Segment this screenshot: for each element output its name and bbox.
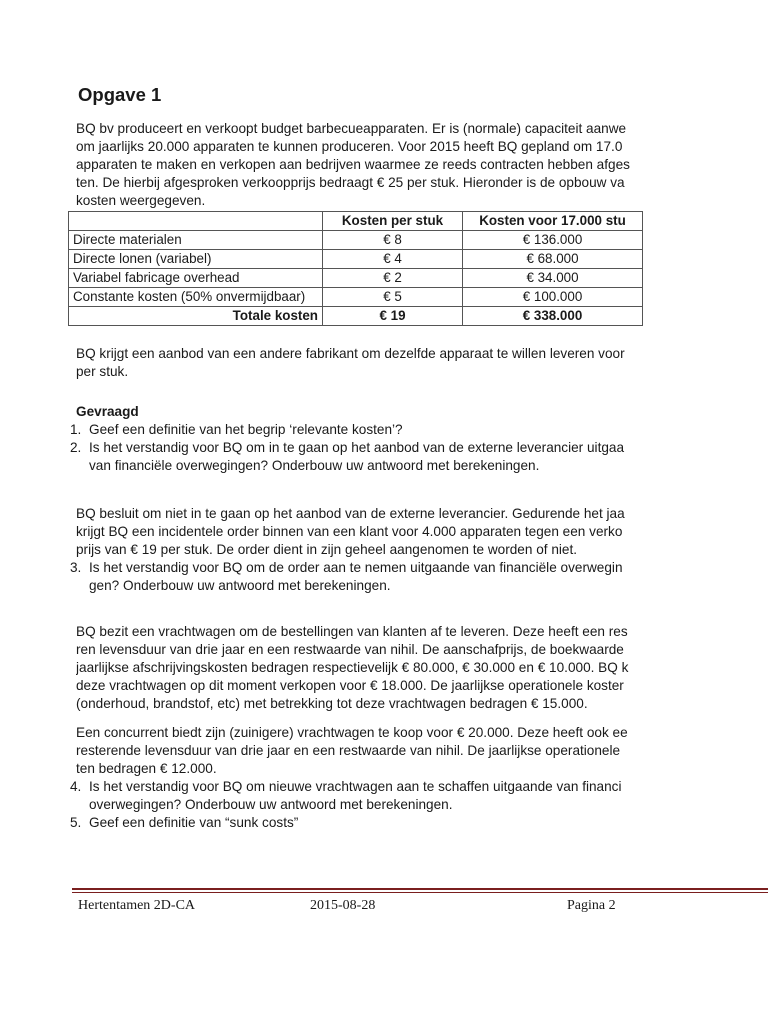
footer-date: 2015-08-28 (310, 898, 376, 913)
intro-line: om jaarlijks 20.000 apparaten te kunnen produceren. Voor 2015 heeft BQ gepland om 17.0 (76, 139, 623, 154)
offer-line: BQ krijgt een aanbod van een andere fabrikant om dezelfde apparaat te willen leveren voor (76, 346, 625, 361)
question-line: gen? Onderbouw uw antwoord met berekeningen. (89, 578, 391, 593)
offer-paragraph (76, 345, 768, 381)
order-line: krijgt BQ een incidentele order binnen van een klant voor 4.000 apparaten tegen een verko (76, 524, 623, 539)
table-cell: € 34.000 (463, 269, 643, 288)
offer-line: per stuk. (76, 364, 129, 379)
competitor-line: ten bedragen € 12.000. (76, 761, 217, 776)
truck-line: (onderhoud, brandstof, etc) met betrekking tot deze vrachtwagen bedragen € 15.000. (76, 696, 588, 711)
question-line: overwegingen? Onderbouw uw antwoord met berekeningen. (89, 797, 453, 812)
footer-divider-thin (72, 892, 768, 893)
question-number: 3. (70, 560, 82, 575)
question-number: 5. (70, 815, 82, 830)
table-cell: € 4 (323, 250, 463, 269)
table-row (69, 269, 643, 288)
table-cell: € 68.000 (463, 250, 643, 269)
truck-line: BQ bezit een vrachtwagen om de bestellingen van klanten af te leveren. Deze heeft een res (76, 624, 628, 639)
cost-table (68, 211, 643, 326)
question-item (72, 814, 768, 832)
truck-paragraph (76, 623, 768, 713)
question-item (72, 421, 768, 439)
question-number: 2. (70, 440, 82, 455)
question-item (72, 439, 768, 475)
question-item (72, 778, 768, 814)
question-list (70, 559, 768, 595)
question-line: Geef een definitie van het begrip ‘relevante kosten’? (89, 422, 403, 437)
table-cell: € 8 (323, 231, 463, 250)
question-line: van financiële overwegingen? Onderbouw uw antwoord met berekeningen. (89, 458, 540, 473)
intro-line: ten. De hierbij afgesproken verkoopprijs bedraagt € 25 per stuk. Hieronder is de opbouw va (76, 175, 625, 190)
intro-line: apparaten te maken en verkopen aan bedrijven waarmee ze reeds contracten hebben afges (76, 157, 630, 172)
competitor-paragraph (76, 724, 768, 778)
table-total-row (69, 307, 643, 326)
table-cell: € 2 (323, 269, 463, 288)
gevraagd-heading: Gevraagd (76, 404, 139, 419)
table-header-cell: Kosten per stuk (323, 212, 463, 231)
table-cell: Directe lonen (variabel) (69, 250, 323, 269)
table-header-row (69, 212, 643, 231)
truck-line: deze vrachtwagen op dit moment verkopen voor € 18.000. De jaarlijkse operationele koster (76, 678, 624, 693)
question-line: Geef een definitie van “sunk costs” (89, 815, 299, 830)
order-line: prijs van € 19 per stuk. De order dient in zijn geheel aangenomen te worden of niet. (76, 542, 578, 557)
table-header-cell (69, 212, 323, 231)
question-number: 4. (70, 779, 82, 794)
table-cell: Directe materialen (69, 231, 323, 250)
footer-course: Hertentamen 2D-CA (78, 898, 196, 913)
competitor-line: resterende levensduur van drie jaar en een restwaarde van nihil. De jaarlijkse operationele (76, 743, 621, 758)
truck-line: jaarlijkse afschrijvingskosten bedragen respectievelijk € 80.000, € 30.000 en € 10.000. BQ k (76, 660, 629, 675)
competitor-line: Een concurrent biedt zijn (zuinigere) vrachtwagen te koop voor € 20.000. Deze heeft ook ee (76, 725, 628, 740)
table-cell: € 5 (323, 288, 463, 307)
table-cell: € 100.000 (463, 288, 643, 307)
table-total-cell: € 338.000 (463, 307, 643, 326)
table-cell: € 136.000 (463, 231, 643, 250)
truck-line: ren levensduur van drie jaar en een restwaarde van nihil. De aanschafprijs, de boekwaarde (76, 642, 624, 657)
table-row (69, 231, 643, 250)
question-item (72, 559, 768, 595)
table-cell: Variabel fabricage overhead (69, 269, 323, 288)
intro-line: kosten weergegeven. (76, 193, 206, 208)
table-header-cell: Kosten voor 17.000 stu (463, 212, 643, 231)
intro-line: BQ bv produceert en verkoopt budget barbecueapparaten. Er is (normale) capaciteit aanwe (76, 121, 627, 136)
question-line: Is het verstandig voor BQ om nieuwe vrachtwagen aan te schaffen uitgaande van financi (89, 779, 622, 794)
question-line: Is het verstandig voor BQ om de order aan te nemen uitgaande van financiële overwegin (89, 560, 623, 575)
table-total-cell: € 19 (323, 307, 463, 326)
footer-page-number: Pagina 2 (567, 898, 616, 913)
intro-paragraph (76, 120, 768, 210)
question-line: Is het verstandig voor BQ om in te gaan op het aanbod van de externe leverancier uitgaa (89, 440, 625, 455)
table-cell: Constante kosten (50% onvermijdbaar) (69, 288, 323, 307)
order-line: BQ besluit om niet in te gaan op het aanbod van de externe leverancier. Gedurende het jaa (76, 506, 625, 521)
page-title: Opgave 1 (78, 84, 162, 105)
order-paragraph (76, 505, 768, 559)
footer-divider (72, 888, 768, 890)
question-list (70, 421, 768, 475)
table-row (69, 288, 643, 307)
table-total-label: Totale kosten (69, 307, 323, 326)
page-content (70, 84, 768, 832)
question-number: 1. (70, 422, 82, 437)
question-list (70, 778, 768, 832)
table-row (69, 250, 643, 269)
